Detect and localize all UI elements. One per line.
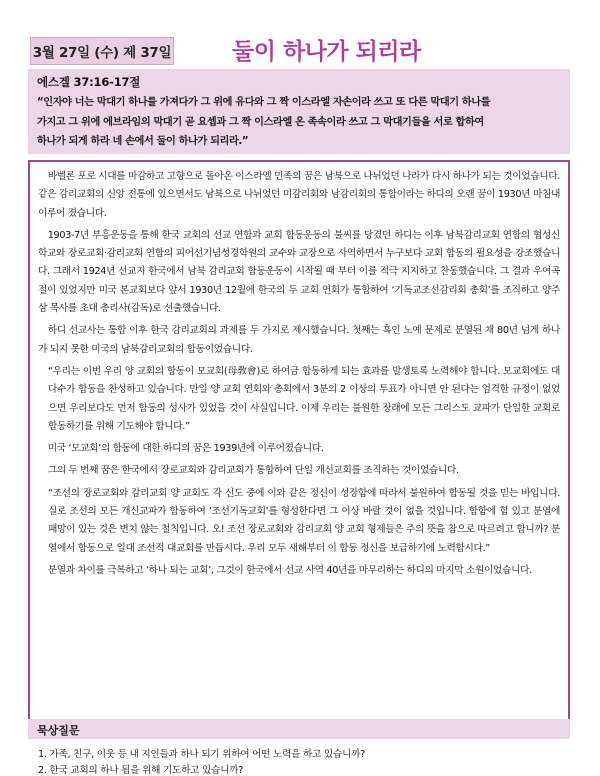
body-paragraph: 하디 선교사는 통합 이후 한국 감리교회의 과제를 두 가지로 제시했습니다. 첫째는 흑인 노예 문제로 분열된 채 80년 넘게 하나가 되지 못한 미국의 남북감리교회의 합동이었습니다. <box>38 325 560 355</box>
devotional-text <box>38 168 560 584</box>
meditation-header <box>28 719 570 739</box>
scripture-line: 하나가 되게 하라 네 손에서 둘이 하나가 되리라.” <box>37 136 249 147</box>
scripture-text <box>37 93 565 152</box>
body-paragraph: 미국 ‘모교회’의 합동에 대한 하디의 꿈은 1939년에 이루어졌습니다. <box>47 443 324 455</box>
scripture-line: “인자야 너는 막대기 하나를 가져다가 그 위에 유다와 그 짝 이스라엘 자손이라 쓰고 또 다른 막대기 하나를 <box>37 97 491 108</box>
quote-paragraph: “우리는 이번 우리 양 교회의 합동이 모교회(母敎會)로 하여금 합동하게 되는 효과를 발생토록 노력해야 합니다. 모교회에도 대다수가 합동을 찬성하고 있습니다. 만일 양 교회 연회와 총회에서 3분의 2 이상의 투표가 아니면 안 된다는 엄격한 규정이 없었으면 우리보다도 먼저 합동의 성사가 있었을 것이 사실입니다. 이제 우리는 불원한 장래에 모든 그리스도 교파가 단일한 교회로 합동하기를 위해 기도해야 합니다.” <box>48 365 560 432</box>
closing-paragraph: 분열과 차이를 극복하고 ‘하나 되는 교회’, 그것이 한국에서 선교 사역 40년을 마무리하는 하디의 마지막 소원이었습니다. <box>47 564 532 576</box>
scripture-reference: 에스겔 37:16-17절 <box>37 75 141 89</box>
meditation-title: 묵상질문 <box>37 724 80 737</box>
body-paragraph: 바벨론 포로 시대를 마감하고 고향으로 돌아온 이스라엘 민족의 꿈은 남북으로 나뉘었던 나라가 다시 하나가 되는 것이었습니다. 같은 감리교회의 신앙 전통에 있으면서도 남북으로 나뉘었던 미감리회와 남감리회의 통합이라는 하디의 오랜 꿈이 1930년 마침내 이루어 졌습니다. <box>38 171 560 219</box>
meditation-question: 2. 한국 교회의 하나 됨을 위해 기도하고 있습니까? <box>38 765 244 776</box>
page-title: 둘이 하나가 되리라 <box>232 39 421 65</box>
meditation-question: 1. 가족, 친구, 이웃 등 내 지인들과 하나 되기 위하여 어떤 노력을 하고 있습니까? <box>38 749 365 760</box>
scripture-line: 가지고 그 위에 에브라임의 막대기 곧 요셉과 그 짝 이스라엘 온 족속이라 쓰고 그 막대기들을 서로 합하여 <box>37 116 484 128</box>
quote-paragraph: “조선의 장로교회와 감리교회 양 교회도 각 신도 중에 이와 같은 정신이 성장함에 따라서 불원하여 합동될 것을 믿는 바입니다. 실로 조선의 모든 개신교파가 합동하여 ‘조선기독교회’를 형성한다면 그 이상 바랄 것이 없을 것입니다. 합함에 힘 있고 분열에 패망이 있는 것은 변치 않는 철칙입니다. 오! 조선 장로교회와 감리교회 양 교회 형제들은 주의 뜻을 참으로 따르려고 합니까? 분열에서 합동으로 일대 조선적 대교회를 만듭시다. 우리 모두 새해부터 이 합동 정신을 보급하기에 노력합시다.” <box>48 487 560 554</box>
body-paragraph: 1903-7년 부흥운동을 통해 한국 교회의 선교 연합과 교회 합동운동의 불씨를 당겼던 하디는 이후 남북감리교회 연합의 협성신학교와 장로교회·감리교회 연합의 피어선기념성경학원의 교수와 교장으로 사역하면서 누구보다 교회 합동의 필요성을 강조했습니다. 그래서 1924년 선교지 한국에서 남북 감리교회 합동운동이 시작될 때 부터 이를 적극 지지하고 찬동했습니다. 그 결과 우여곡절이 있었지만 미국 본교회보다 앞서 1930년 12월에 한국의 두 교회 연회가 통합하여 ‘기독교조선감리회 총회’를 조직하고 양주삼 목사를 초대 총리사(감독)로 선출했습니다. <box>38 229 560 315</box>
body-paragraph: 그의 두 번째 꿈은 한국에서 장로교회와 감리교회가 통합하여 단일 개신교회를 조직하는 것이었습니다. <box>47 465 459 477</box>
scripture-box <box>28 69 570 154</box>
devotional-body <box>28 160 570 721</box>
date-text: 3월 27일 (수) 제 37일 <box>32 45 172 61</box>
date-badge <box>30 37 174 65</box>
